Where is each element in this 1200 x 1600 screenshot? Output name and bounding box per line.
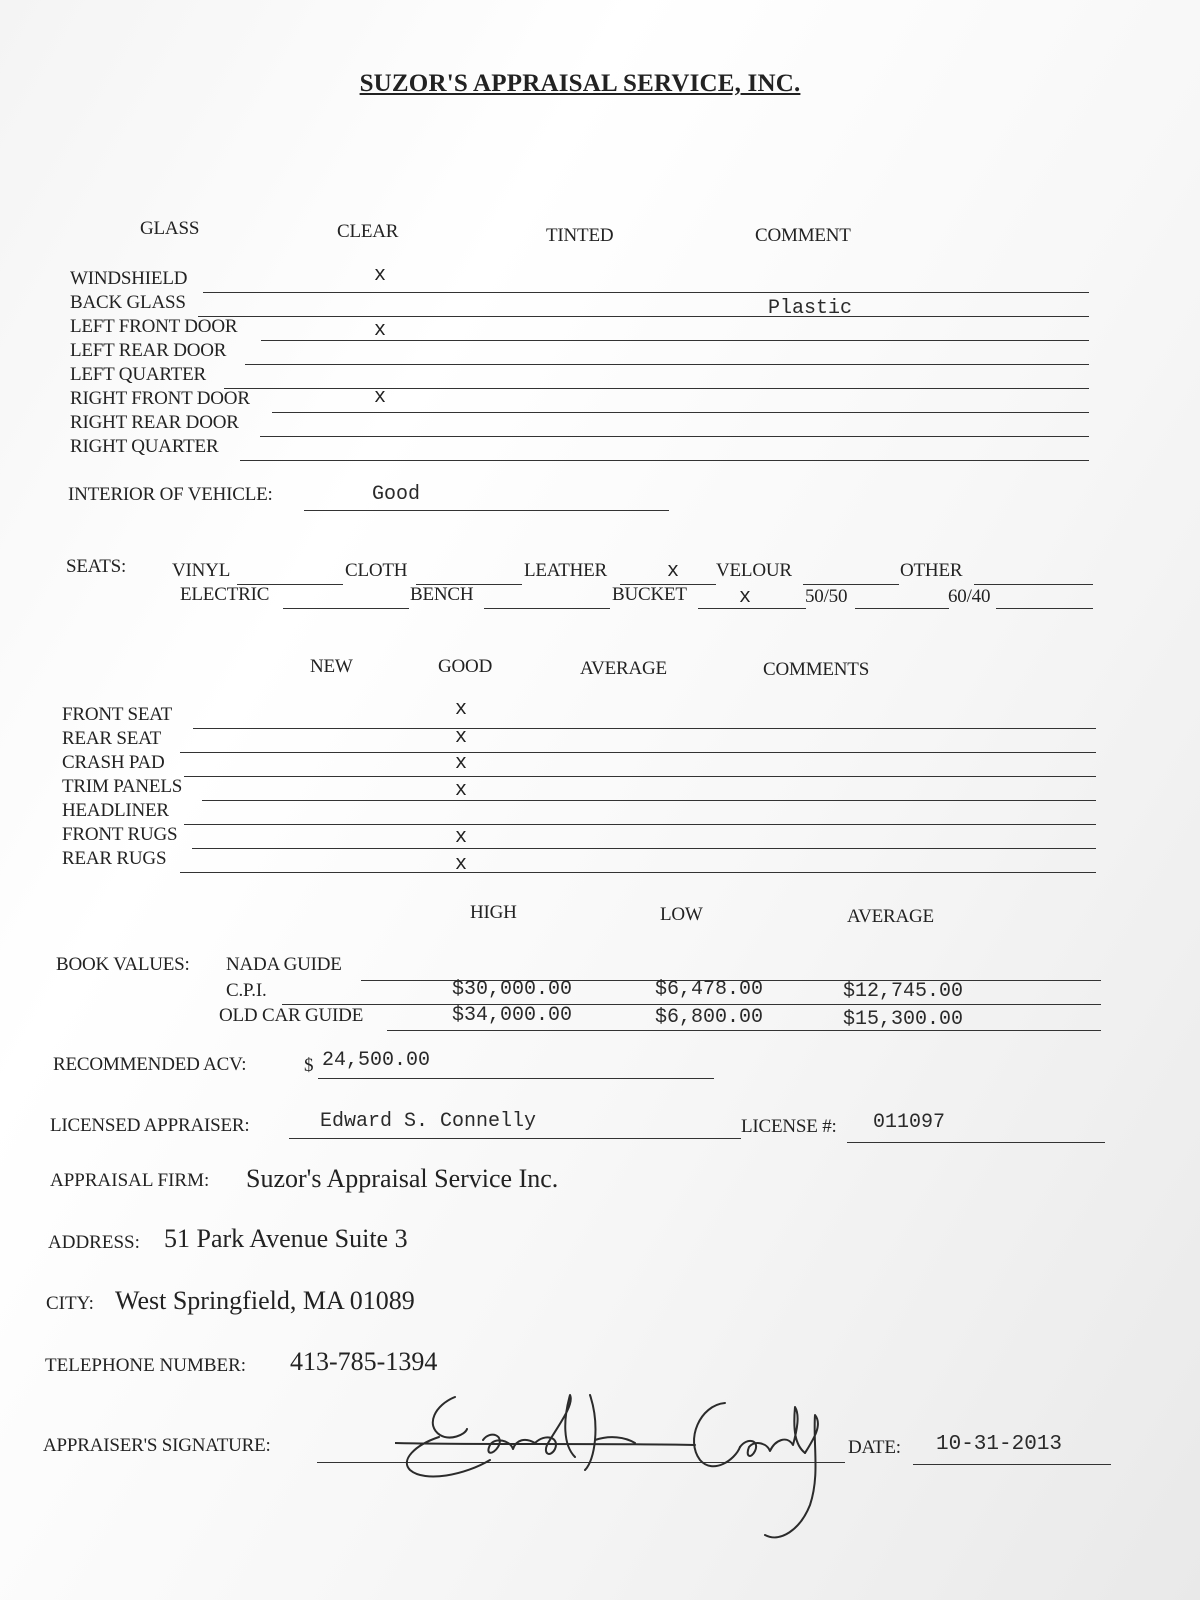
glass-row-comment: Plastic (768, 297, 853, 320)
cond-col-new: NEW (310, 656, 353, 677)
cond-row-label: HEADLINER (62, 800, 169, 821)
book-row-average: $12,745.00 (843, 980, 964, 1003)
date-value: 10-31-2013 (936, 1433, 1063, 1456)
book-row-low: $6,478.00 (655, 978, 764, 1001)
cond-row-label: FRONT RUGS (62, 824, 178, 845)
address-value: 51 Park Avenue Suite 3 (164, 1224, 408, 1253)
book-col-average: AVERAGE (847, 906, 934, 927)
seat-option: 50/50 (805, 586, 848, 607)
cond-row-good: x (455, 853, 468, 876)
cond-col-comments: COMMENTS (763, 659, 870, 680)
cond-row-good: x (455, 752, 468, 775)
seat-option: 60/40 (948, 586, 991, 607)
appraiser-name: Edward S. Connelly (320, 1110, 537, 1133)
phone-label: TELEPHONE NUMBER: (45, 1355, 247, 1376)
book-values-label: BOOK VALUES: (56, 954, 190, 975)
glass-col-comment: COMMENT (755, 225, 851, 246)
book-row-label: C.P.I. (226, 980, 267, 1001)
city-label: CITY: (46, 1293, 94, 1314)
cond-row-label: CRASH PAD (62, 752, 165, 773)
firm-value: Suzor's Appraisal Service Inc. (246, 1164, 559, 1193)
glass-row-label: RIGHT REAR DOOR (70, 412, 239, 433)
glass-col-tinted: TINTED (546, 225, 614, 246)
cond-row-good: x (455, 826, 468, 849)
seat-option: OTHER (900, 560, 963, 581)
glass-row-label: BACK GLASS (70, 292, 186, 313)
bucket-mark: x (739, 586, 752, 609)
cond-row-good: x (455, 726, 468, 749)
book-col-low: LOW (660, 904, 703, 925)
acv-value: 24,500.00 (322, 1049, 431, 1072)
cond-col-average: AVERAGE (580, 658, 667, 679)
address-label: ADDRESS: (48, 1232, 140, 1253)
glass-col-clear: CLEAR (337, 221, 399, 242)
city-value: West Springfield, MA 01089 (115, 1286, 415, 1315)
book-row-average: $15,300.00 (843, 1008, 964, 1031)
interior-label: INTERIOR OF VEHICLE: (68, 484, 273, 505)
firm-label: APPRAISAL FIRM: (50, 1170, 210, 1191)
handwritten-signature (395, 1385, 865, 1555)
cond-col-good: GOOD (438, 656, 493, 677)
glass-row-label: RIGHT QUARTER (70, 436, 219, 457)
appraiser-label: LICENSED APPRAISER: (50, 1115, 250, 1136)
glass-col-glass: GLASS (140, 218, 200, 239)
book-row-low: $6,800.00 (655, 1006, 764, 1029)
glass-row-clear: x (374, 319, 387, 342)
glass-row-label: LEFT REAR DOOR (70, 340, 227, 361)
glass-row-clear: x (374, 264, 387, 287)
seats-label: SEATS: (66, 556, 127, 577)
cond-row-label: TRIM PANELS (62, 776, 183, 797)
glass-row-label: RIGHT FRONT DOOR (70, 388, 250, 409)
seat-option: LEATHER (524, 560, 608, 581)
seat-option: BENCH (410, 584, 474, 605)
glass-row-clear: x (374, 386, 387, 409)
glass-row-label: WINDSHIELD (70, 268, 188, 289)
phone-value: 413-785-1394 (290, 1347, 438, 1376)
form-title: SUZOR'S APPRAISAL SERVICE, INC. (359, 70, 801, 97)
seat-option: VINYL (172, 560, 231, 581)
glass-row-label: LEFT FRONT DOOR (70, 316, 238, 337)
cond-row-good: x (455, 698, 468, 721)
license-label: LICENSE #: (741, 1116, 837, 1137)
book-row-high: $30,000.00 (452, 978, 573, 1001)
book-row-high: $34,000.00 (452, 1004, 573, 1027)
cond-row-label: REAR SEAT (62, 728, 162, 749)
leather-mark: x (667, 560, 680, 583)
seat-option: CLOTH (345, 560, 408, 581)
signature-label: APPRAISER'S SIGNATURE: (43, 1435, 271, 1456)
acv-label: RECOMMENDED ACV: (53, 1054, 247, 1075)
book-col-high: HIGH (470, 902, 517, 923)
cond-row-good: x (455, 779, 468, 802)
book-row-label: NADA GUIDE (226, 954, 342, 975)
seat-option: VELOUR (716, 560, 792, 581)
seat-option: ELECTRIC (180, 584, 270, 605)
date-label: DATE: (848, 1437, 901, 1458)
cond-row-label: REAR RUGS (62, 848, 167, 869)
interior-value: Good (372, 483, 421, 506)
book-row-label: OLD CAR GUIDE (219, 1005, 364, 1026)
seat-option: BUCKET (612, 584, 687, 605)
glass-row-label: LEFT QUARTER (70, 364, 206, 385)
acv-currency: $ (304, 1055, 314, 1076)
cond-row-label: FRONT SEAT (62, 704, 173, 725)
license-number: 011097 (873, 1111, 946, 1134)
